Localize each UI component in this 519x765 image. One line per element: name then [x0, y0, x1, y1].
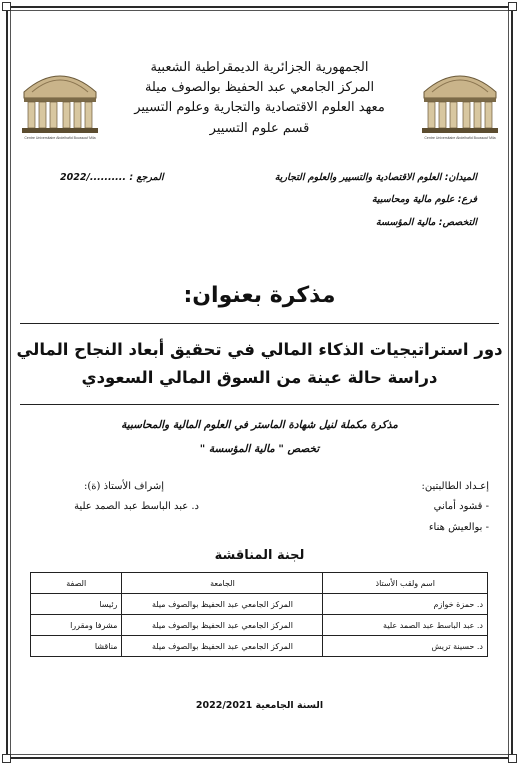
supervisor-name: د. عبد الباسط عبد الصمد علية [74, 501, 199, 512]
student-name: - قشود أماني [433, 501, 489, 512]
jury-member-role: مشرفا ومقررا [31, 615, 122, 636]
table-row [31, 615, 488, 636]
jury-member-name: د. حسينة تريش [323, 636, 488, 657]
jury-table-header [31, 573, 488, 594]
jury-member-university: المركز الجامعي عبد الحفيظ بوالصوف ميلة [122, 636, 323, 657]
student-name: - بوالعيش هناء [428, 522, 489, 533]
header-republic: الجمهورية الجزائرية الديمقراطية الشعبية [150, 60, 369, 75]
specialty-statement: تخصص " مالية المؤسسة " [199, 443, 320, 455]
jury-member-name: د. عبد الباسط عبد الصمد علية [323, 615, 488, 636]
column-header-name: اسم ولقب الأستاذ [323, 573, 488, 594]
jury-member-name: د. حمزة خوازم [323, 594, 488, 615]
logo-caption-right: Centre Universitaire Abdelhafid Boussouf Mila [424, 136, 496, 140]
students-label: إعـداد الطالبتين: [421, 481, 489, 492]
logo-caption-left: Centre Universitaire Abdelhafid Boussouf Mila [24, 136, 96, 140]
column-header-university: الجامعة [122, 573, 323, 594]
header-institute: معهد العلوم الاقتصادية والتجارية وعلوم التسيير [134, 100, 385, 115]
table-row [31, 594, 488, 615]
jury-table [30, 572, 488, 657]
header-department: قسم علوم التسيير [209, 121, 310, 136]
jury-member-role: مناقشا [31, 636, 122, 657]
corner-ornament [508, 2, 517, 11]
thesis-title-line2: دراسة حالة عينة من السوق المالي السعودي [81, 368, 438, 387]
supervisor-label: إشراف الأستاذ (ة): [84, 481, 164, 492]
divider-top [20, 323, 499, 324]
corner-ornament [2, 754, 11, 763]
branch-label: فرع: علوم مالية ومحاسبية [371, 194, 477, 205]
reference-number: المرجع : ........../2022 [60, 172, 164, 183]
column-header-role: الصفة [31, 573, 122, 594]
jury-member-role: رئيسا [31, 594, 122, 615]
specialty-label: التخصص: مالية المؤسسة [375, 217, 477, 228]
jury-member-university: المركز الجامعي عبد الحفيظ بوالصوف ميلة [122, 615, 323, 636]
field-label: الميدان: العلوم الاقتصادية والتسيير والعلوم التجارية [274, 172, 477, 183]
jury-title: لجنة المناقشة [214, 548, 305, 563]
memo-title: مذكرة بعنوان: [183, 283, 336, 308]
header-university: المركز الجامعي عبد الحفيظ بوالصوف ميلة [144, 80, 375, 95]
academic-year: السنة الجامعية 2022/2021 [195, 700, 324, 711]
jury-member-university: المركز الجامعي عبد الحفيظ بوالصوف ميلة [122, 594, 323, 615]
corner-ornament [508, 754, 517, 763]
corner-ornament [2, 2, 11, 11]
table-row [31, 636, 488, 657]
degree-statement: مذكرة مكملة لنيل شهادة الماستر في العلوم المالية والمحاسبية [121, 419, 398, 431]
divider-bottom [20, 404, 499, 405]
thesis-title-line1: دور استراتيجيات الذكاء المالي في تحقيق أبعاد النجاح المالي [16, 340, 503, 359]
